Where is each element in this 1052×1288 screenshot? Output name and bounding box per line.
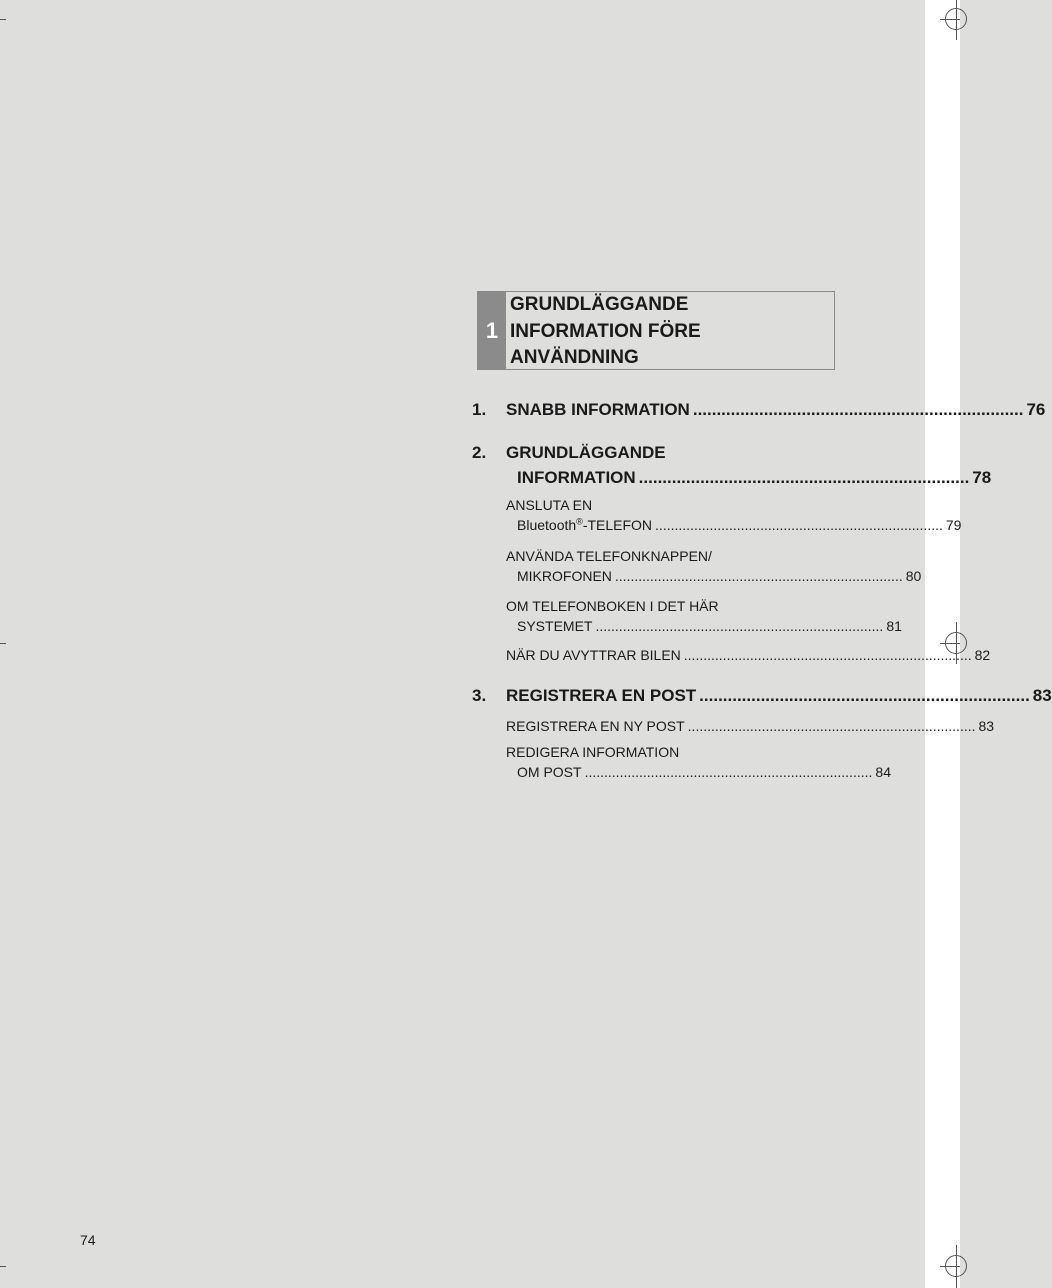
- crop-line-bottom-h: [940, 1266, 960, 1267]
- chapter-number: 1: [478, 292, 506, 369]
- toc-entry-redigera-information[interactable]: [506, 742, 891, 782]
- toc-entry-page: 83: [978, 718, 995, 734]
- toc-entry-page: 84: [875, 764, 891, 780]
- toc-entry-page: 80: [905, 568, 922, 584]
- page-number: 74: [80, 1232, 96, 1248]
- crop-line-mid-h: [940, 643, 960, 644]
- toc-entry-snabb-information[interactable]: [472, 397, 1046, 422]
- toc-entry-number: 1.: [472, 400, 487, 419]
- telefon-text: -TELEFON: [582, 517, 653, 533]
- chapter-title-line: GRUNDLÄGGANDE: [510, 294, 689, 315]
- crop-line-top-h: [940, 19, 960, 20]
- toc-entry-page: 76: [1026, 400, 1046, 419]
- toc-entry-label: SNABB INFORMATION: [506, 400, 690, 419]
- toc-entry-page: 82: [974, 647, 991, 663]
- bluetooth-text: Bluetooth: [517, 517, 577, 533]
- chapter-title-line: ANVÄNDNING: [510, 347, 639, 368]
- dot-leader: ......................................................................: [638, 468, 970, 487]
- toc-entry-label: REGISTRERA EN POST: [506, 686, 697, 705]
- toc-entry-om-telefonboken[interactable]: [506, 596, 902, 636]
- toc-entry-number: 3.: [472, 686, 487, 705]
- crop-line-mid-left: [0, 643, 6, 644]
- toc-entry-label: REDIGERA INFORMATION: [506, 744, 680, 760]
- toc-entry-registrera-en-post[interactable]: [472, 683, 1052, 708]
- toc-entry-label-continued: MIKROFONEN: [517, 568, 612, 584]
- dot-leader: ..........................................................................: [655, 517, 943, 533]
- toc-entry-page: 78: [972, 468, 992, 487]
- crop-line-bottom-left: [0, 1266, 6, 1267]
- dot-leader: ..........................................................................: [687, 718, 976, 734]
- crop-line-top-v: [956, 0, 957, 40]
- toc-entry-grundlaggande-information[interactable]: [472, 440, 992, 490]
- crop-line-bottom-v: [956, 1245, 957, 1288]
- chapter-title-line: INFORMATION FÖRE: [510, 320, 701, 342]
- toc-entry-label-continued: [517, 515, 652, 535]
- toc-entry-ansluta-en-telefon[interactable]: [506, 495, 962, 535]
- toc-entry-label-continued: OM POST: [517, 764, 582, 780]
- toc-entry-page: 79: [945, 517, 962, 533]
- chapter-header: [477, 291, 835, 370]
- registered-mark: ®: [576, 516, 583, 527]
- dot-leader: ..........................................................................: [595, 618, 884, 634]
- crop-line-top-left: [0, 19, 6, 20]
- toc-entry-label: ANVÄNDA TELEFONKNAPPEN/: [506, 548, 712, 564]
- toc-entry-page: 83: [1032, 686, 1052, 705]
- toc-entry-label: GRUNDLÄGGANDE: [506, 443, 666, 462]
- toc-entry-number: 2.: [472, 443, 487, 462]
- dot-leader: ..........................................................................: [584, 764, 873, 780]
- chapter-title: [510, 292, 830, 372]
- toc-entry-nar-du-avyttrar-bilen[interactable]: [506, 645, 991, 665]
- dot-leader: ......................................................................: [692, 400, 1024, 419]
- toc-entry-label-continued: INFORMATION: [517, 468, 636, 487]
- toc-entry-label: REGISTRERA EN NY POST: [506, 718, 685, 734]
- toc-entry-label: OM TELEFONBOKEN I DET HÄR: [506, 598, 719, 614]
- toc-entry-page: 81: [886, 618, 902, 634]
- dot-leader: ..........................................................................: [683, 647, 972, 663]
- toc-entry-label-continued: SYSTEMET: [517, 618, 593, 634]
- dot-leader: ......................................................................: [699, 686, 1030, 705]
- toc-entry-label: NÄR DU AVYTTRAR BILEN: [506, 647, 681, 663]
- toc-entry-registrera-en-ny-post[interactable]: [506, 716, 995, 736]
- toc-entry-anvanda-telefonknappen[interactable]: [506, 546, 922, 586]
- toc-entry-label: ANSLUTA EN: [506, 497, 593, 513]
- dot-leader: ..........................................................................: [614, 568, 903, 584]
